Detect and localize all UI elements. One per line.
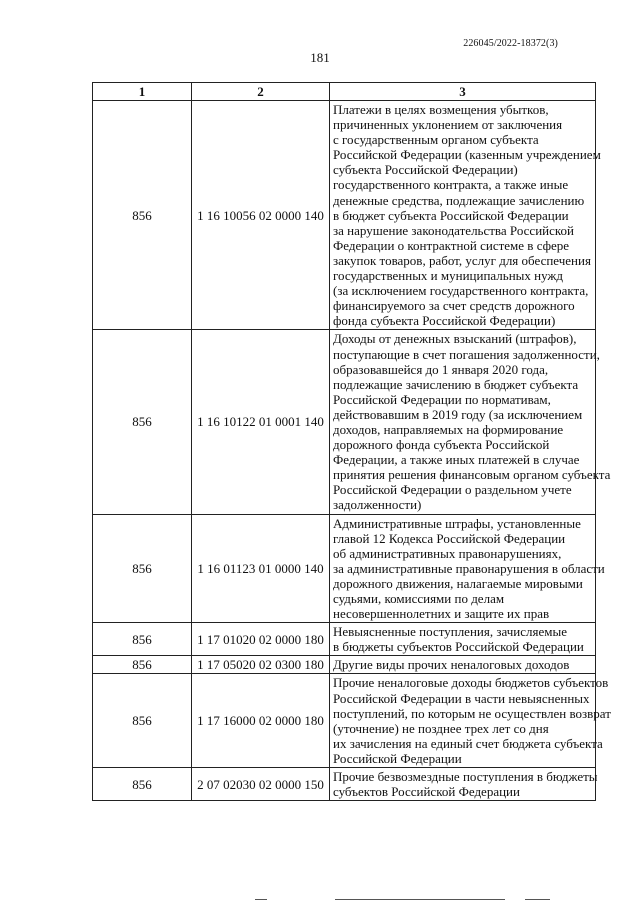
description-line: субъекта Российской Федерации) <box>333 162 518 178</box>
description-line: государственных и муниципальных нужд <box>333 268 564 284</box>
description-line: задолженности) <box>333 497 422 513</box>
revenue-description-cell <box>330 768 596 801</box>
description-line: в бюджеты субъектов Российской Федерации <box>333 639 584 655</box>
budget-classification-code-cell: 2 07 02030 02 0000 150 <box>192 768 330 801</box>
description-line: Федерации о контрактной системе в сфере <box>333 237 570 253</box>
revenue-description-cell <box>330 674 611 768</box>
description-line: Прочие неналоговые доходы бюджетов субъектов <box>333 675 609 691</box>
description-line: закупок товаров, работ, услуг для обеспечения <box>333 252 591 268</box>
description-line: об административных правонарушениях, <box>333 545 562 561</box>
description-line: субъектов Российской Федерации <box>333 784 520 800</box>
table-header-row <box>93 83 596 101</box>
column-header-2: 2 <box>192 83 330 101</box>
description-line: поступлений, по которым не осуществлен возврат <box>333 705 611 721</box>
description-line: с государственным органом субъекта <box>333 132 539 148</box>
table-row <box>93 101 596 330</box>
page-number: 181 <box>310 50 330 65</box>
document-id: 226045/2022-18372(3) <box>463 38 558 49</box>
description-line: фонда субъекта Российской Федерации) <box>333 313 556 329</box>
budget-classification-code-cell: 1 17 01020 02 0000 180 <box>192 623 330 656</box>
description-line: Другие виды прочих неналоговых доходов <box>333 657 570 673</box>
column-header-1: 1 <box>93 83 192 101</box>
description-line: Прочие безвозмездные поступления в бюджеты <box>333 769 598 785</box>
description-line: государственного контракта, а также иные <box>333 177 569 193</box>
table-row <box>93 768 596 801</box>
revenue-description-cell <box>330 656 596 674</box>
admin-code-cell: 856 <box>93 101 192 330</box>
description-line: поступающие в счет погашения задолженности, <box>333 346 600 362</box>
admin-code-cell: 856 <box>93 674 192 768</box>
admin-code-cell: 856 <box>93 656 192 674</box>
description-line: доходов, направляемых на формирование <box>333 421 564 437</box>
description-line: главой 12 Кодекса Российской Федерации <box>333 530 566 546</box>
table-row <box>93 674 596 768</box>
table-row <box>93 623 596 656</box>
description-line: денежные средства, подлежащие зачислению <box>333 192 585 208</box>
description-line: Федерации, а также иных платежей в случае <box>333 452 580 468</box>
table-row <box>93 330 596 514</box>
revenue-description-cell <box>330 514 605 623</box>
column-header-3: 3 <box>330 83 596 101</box>
description-line: несовершеннолетних и защите их прав <box>333 606 550 622</box>
description-line: дорожного движения, налагаемые мировыми <box>333 575 583 591</box>
budget-classification-code-cell: 1 16 01123 01 0000 140 <box>192 514 330 623</box>
page-bottom-scan-marks <box>0 897 640 905</box>
description-line: Административные штрафы, установленные <box>333 515 581 531</box>
revenue-description-cell <box>330 101 601 330</box>
budget-classification-code-cell: 1 16 10122 01 0001 140 <box>192 330 330 514</box>
description-line: их зачисления на единый счет бюджета субъекта <box>333 735 603 751</box>
description-line: Невыясненные поступления, зачисляемые <box>333 624 567 640</box>
description-line: (уточнение) не позднее трех лет со дня <box>333 720 549 736</box>
revenue-description-cell <box>330 623 596 656</box>
budget-classification-code-cell: 1 17 05020 02 0300 180 <box>192 656 330 674</box>
description-line: Российской Федерации (казенным учреждением <box>333 147 601 163</box>
table-body <box>93 101 611 801</box>
description-line: Российской Федерации в части невыясненных <box>333 690 590 706</box>
revenue-description-cell <box>330 330 611 514</box>
budget-classification-code-cell: 1 16 10056 02 0000 140 <box>192 101 330 330</box>
description-line: Российской Федерации по нормативам, <box>333 391 551 407</box>
description-line: финансируемого за счет средств дорожного <box>333 298 575 314</box>
budget-table <box>92 82 611 801</box>
description-line: образовавшейся до 1 января 2020 года, <box>333 361 549 377</box>
description-line: действовавшим в 2019 году (за исключением <box>333 406 583 422</box>
description-line: принятия решения финансовым органом субъекта <box>333 467 611 483</box>
description-line: причиненных уклонением от заключения <box>333 117 563 133</box>
description-line: Платежи в целях возмещения убытков, <box>333 102 549 117</box>
budget-classification-code-cell: 1 17 16000 02 0000 180 <box>192 674 330 768</box>
admin-code-cell: 856 <box>93 768 192 801</box>
admin-code-cell: 856 <box>93 330 192 514</box>
admin-code-cell: 856 <box>93 514 192 623</box>
admin-code-cell: 856 <box>93 623 192 656</box>
description-line: Российской Федерации о раздельном учете <box>333 482 572 498</box>
description-line: судьями, комиссиями по делам <box>333 591 505 606</box>
description-line: за административные правонарушения в области <box>333 560 605 576</box>
description-line: в бюджет субъекта Российской Федерации <box>333 207 569 223</box>
description-line: за нарушение законодательства Российской <box>333 222 574 238</box>
description-line: Доходы от денежных взысканий (штрафов), <box>333 331 577 347</box>
table-row <box>93 514 596 623</box>
description-line: Российской Федерации <box>333 750 462 766</box>
table-row <box>93 656 596 674</box>
description-line: дорожного фонда субъекта Российской <box>333 437 550 453</box>
description-line: (за исключением государственного контракта, <box>333 283 589 299</box>
description-line: подлежащие зачислению в бюджет субъекта <box>333 376 579 392</box>
